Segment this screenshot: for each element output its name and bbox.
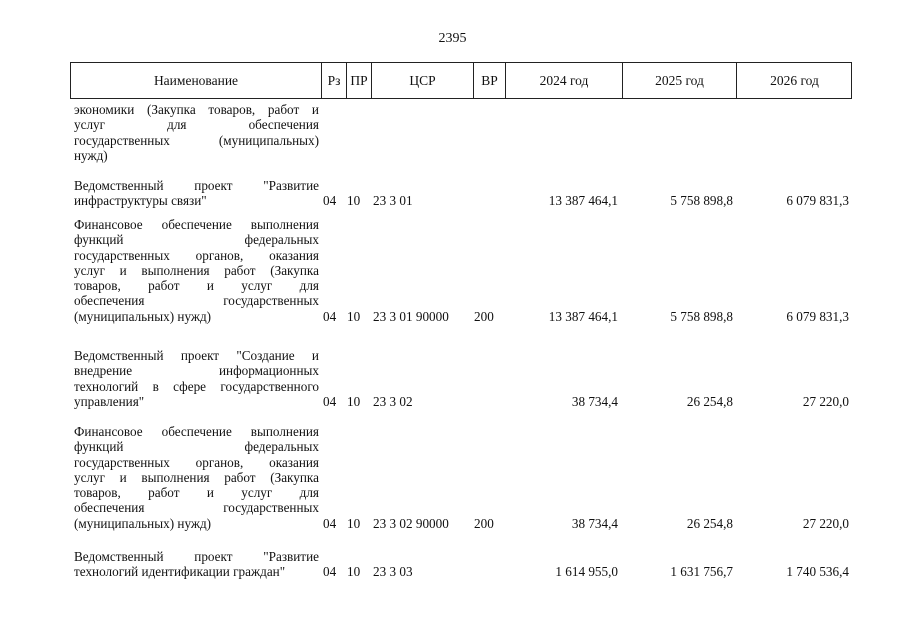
row-name-line: обеспечения государственных [74, 293, 319, 309]
row-name [74, 549, 319, 580]
cell-pr: 10 [347, 564, 361, 580]
cell-csr: 23 3 02 90000 [373, 515, 449, 531]
cell-2025: 26 254,8 [686, 515, 733, 531]
row-name [74, 178, 319, 209]
cell-rz: 04 [323, 308, 337, 324]
cell-2026: 6 079 831,3 [786, 193, 849, 209]
row-name-line: товаров, работ и услуг для [74, 278, 319, 294]
cell-2024: 38 734,4 [571, 515, 618, 531]
row-name-line: услуг для обеспечения [74, 117, 319, 133]
column-header-2024: 2024 год [505, 63, 622, 98]
row-name [74, 217, 319, 324]
table-header [70, 62, 852, 99]
row-name-line: функций федеральных [74, 439, 319, 455]
cell-2024: 13 387 464,1 [548, 308, 618, 324]
cell-vr: 200 [474, 308, 494, 324]
cell-pr: 10 [347, 515, 361, 531]
cell-rz: 04 [323, 393, 337, 409]
row-name-line: технологий идентификации граждан" [74, 564, 286, 580]
cell-pr: 10 [347, 393, 361, 409]
row-name-line: функций федеральных [74, 232, 319, 248]
row-name-line: услуг и выполнения работ (Закупка [74, 262, 319, 278]
row-name-line: (муниципальных) нужд) [74, 515, 212, 531]
row-name-line: государственных органов, оказания [74, 454, 319, 470]
cell-2026: 27 220,0 [802, 515, 849, 531]
cell-2024: 1 614 955,0 [555, 564, 618, 580]
cell-2025: 1 631 756,7 [670, 564, 733, 580]
cell-csr: 23 3 02 [373, 393, 413, 409]
column-header-2025: 2025 год [622, 63, 736, 98]
cell-rz: 04 [323, 564, 337, 580]
cell-csr: 23 3 01 90000 [373, 308, 449, 324]
cell-csr: 23 3 01 [373, 193, 413, 209]
cell-rz: 04 [323, 193, 337, 209]
row-name-line: нужд) [74, 147, 108, 163]
row-name-line: Финансовое обеспечение выполнения [74, 424, 319, 439]
row-name [74, 348, 319, 409]
cell-pr: 10 [347, 308, 361, 324]
cell-2026: 6 079 831,3 [786, 308, 849, 324]
row-name-line: Ведомственный проект "Развитие [74, 549, 319, 564]
row-name-line: экономики (Закупка товаров, работ и [74, 102, 319, 117]
cell-2025: 5 758 898,8 [670, 308, 733, 324]
row-name-line: внедрение информационных [74, 363, 319, 379]
column-header-name: Наименование [153, 72, 239, 88]
cell-2026: 27 220,0 [802, 393, 849, 409]
cell-2026: 1 740 536,4 [786, 564, 849, 580]
row-name [74, 424, 319, 531]
cell-2024: 38 734,4 [571, 393, 618, 409]
row-name-line: технологий в сфере государственного [74, 378, 319, 394]
page-number: 2395 [438, 31, 467, 46]
row-name-line: обеспечения государственных [74, 500, 319, 516]
column-header-csr: ЦСР [371, 63, 473, 98]
column-header-vr: ВР [473, 63, 505, 98]
cell-pr: 10 [347, 193, 361, 209]
row-name-line: управления" [74, 393, 145, 409]
row-name-line: государственных органов, оказания [74, 247, 319, 263]
row-name-line: товаров, работ и услуг для [74, 485, 319, 501]
row-name-line: Ведомственный проект "Создание и [74, 348, 319, 363]
cell-2025: 5 758 898,8 [670, 193, 733, 209]
cell-2025: 26 254,8 [686, 393, 733, 409]
row-name-line: Финансовое обеспечение выполнения [74, 217, 319, 232]
column-header-rz: Рз [321, 63, 346, 98]
row-name-line: Ведомственный проект "Развитие [74, 178, 319, 193]
cell-rz: 04 [323, 515, 337, 531]
row-name-line: (муниципальных) нужд) [74, 308, 212, 324]
row-name-line: инфраструктуры связи" [74, 193, 207, 209]
column-header-pr: ПР [346, 63, 371, 98]
cell-csr: 23 3 03 [373, 564, 413, 580]
row-name [74, 102, 319, 163]
cell-2024: 13 387 464,1 [548, 193, 618, 209]
row-name-line: услуг и выполнения работ (Закупка [74, 469, 319, 485]
column-header-2026: 2026 год [736, 63, 852, 98]
cell-vr: 200 [474, 515, 494, 531]
row-name-line: государственных (муниципальных) [74, 132, 319, 148]
